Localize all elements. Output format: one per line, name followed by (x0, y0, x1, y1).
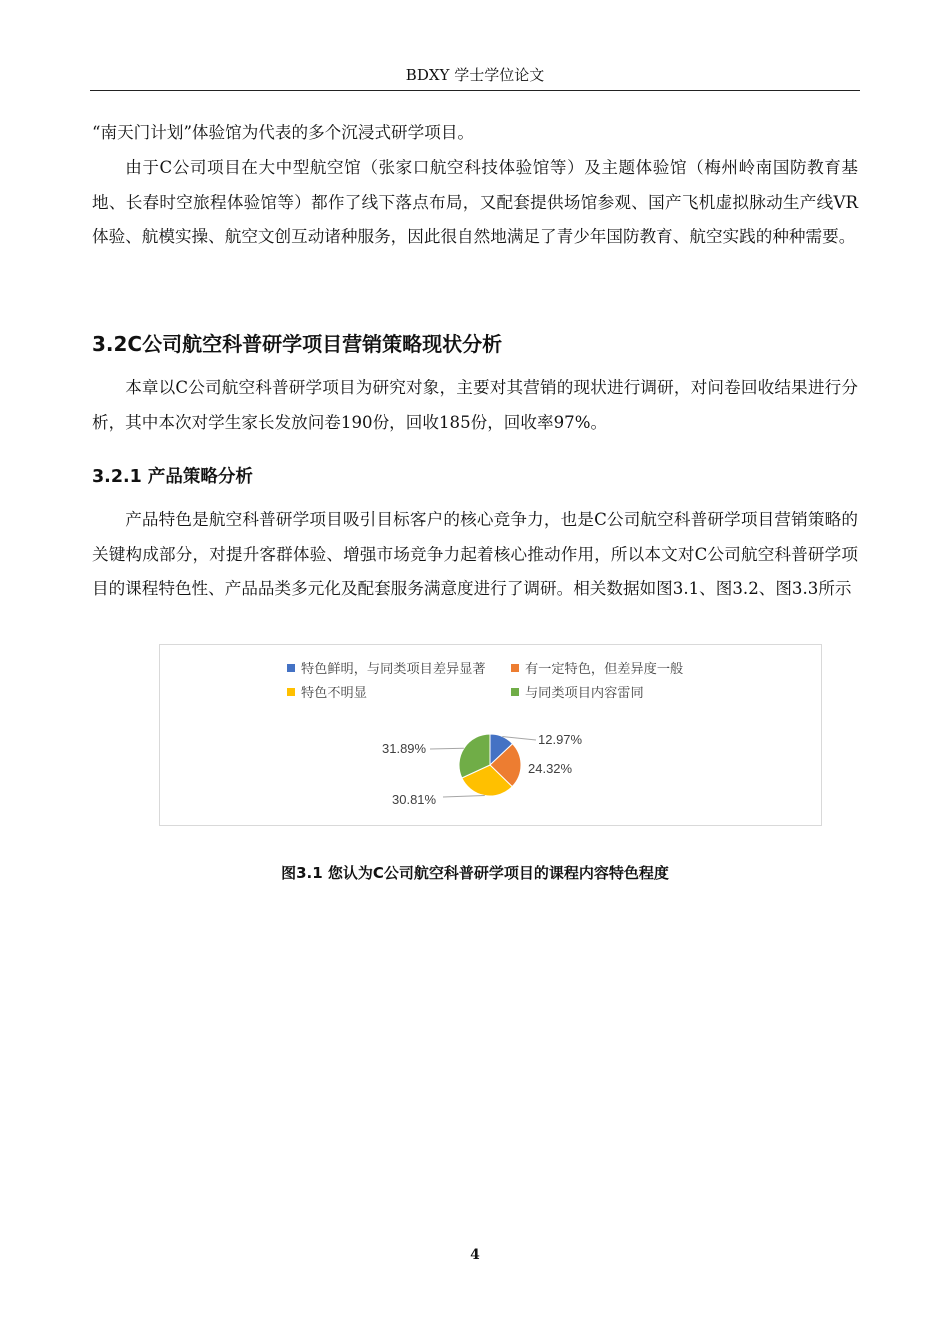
leader-line-4 (430, 748, 464, 749)
figure-caption: 图3.1 您认为C公司航空科普研学项目的课程内容特色程度 (281, 864, 669, 882)
legend-label-3: 特色不明显 (301, 685, 367, 700)
data-label-1: 12.97% (538, 732, 583, 747)
page-number: 4 (470, 1247, 480, 1263)
paragraph-4: 产品特色是航空科普研学项目吸引目标客户的核心竞争力，也是C公司航空科普研学项目营销策略的关键构成部分，对提升客群体验、增强市场竞争力起着核心推动作用，所以本文对C公司航空科普研学项目的课程特色性、产品品类多元化及配套服务满意度进行了调研。相关数据如图3.1、图3.2、图3.3所示 (92, 510, 858, 598)
paragraph-2: 由于C公司项目在大中型航空馆（张家口航空科技体验馆等）及主题体验馆（梅州岭南国防教育基地、长春时空旅程体验馆等）都作了线下落点布局，又配套提供场馆参观、国产飞机虚拟脉动生产线VR体验、航模实操、航空文创互动诸种服务，因此很自然地满足了青少年国防教育、航空实践的种种需要。 (92, 158, 858, 246)
paragraph-1: “南天门计划”体验馆为代表的多个沉浸式研学项目。 (92, 123, 475, 142)
page-header: BDXY 学士学位论文 (90, 64, 860, 91)
pie-chart-svg (160, 645, 821, 825)
data-label-2: 24.32% (528, 761, 573, 776)
legend-label-1: 特色鲜明，与同类项目差异显著 (301, 661, 486, 676)
subsection-heading: 3.2.1 产品策略分析 (92, 467, 253, 487)
data-label-4: 31.89% (382, 741, 427, 756)
legend-label-2: 有一定特色，但差异度一般 (525, 661, 684, 676)
pie-chart (159, 644, 822, 826)
data-label-3: 30.81% (392, 792, 437, 807)
leader-line-3 (443, 796, 485, 797)
section-heading: 3.2C公司航空科普研学项目营销策略现状分析 (92, 332, 503, 356)
paragraph-3: 本章以C公司航空科普研学项目为研究对象，主要对其营销的现状进行调研，对问卷回收结果进行分析，其中本次对学生家长发放问卷190份，回收185份，回收率97%。 (92, 378, 858, 432)
legend-label-4: 与同类项目内容雷同 (525, 685, 644, 700)
